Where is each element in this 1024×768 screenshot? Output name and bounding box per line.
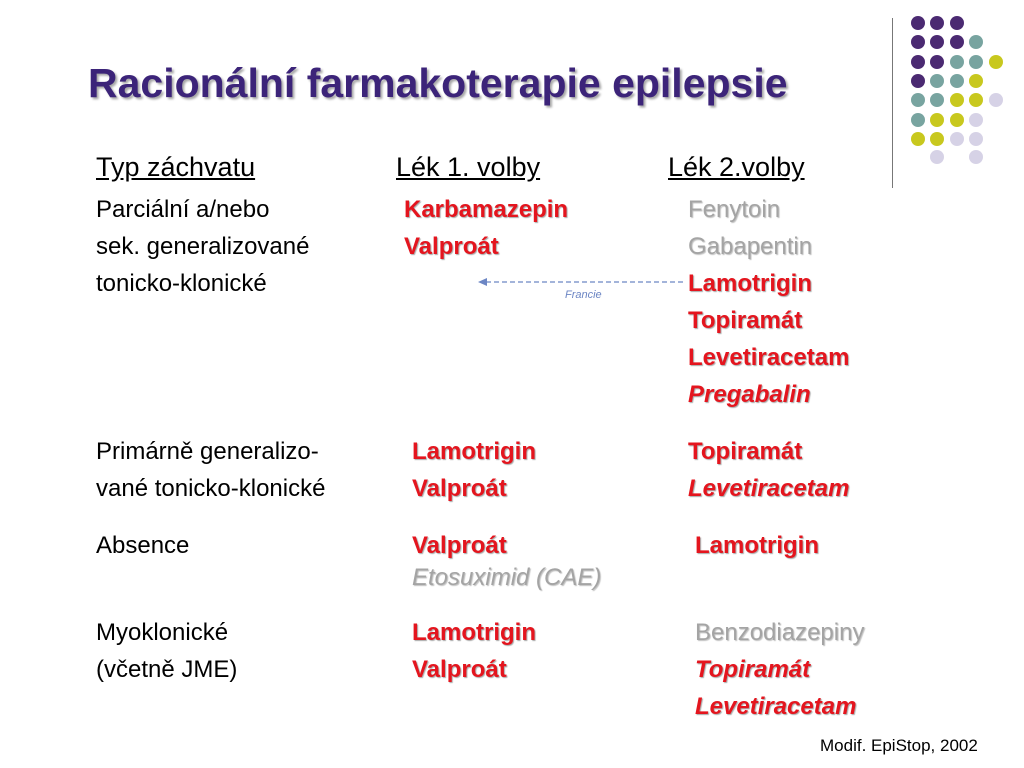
source-citation: Modif. EpiStop, 2002 [820,736,978,755]
dot-teal [950,55,964,69]
header-second-line: Lék 2.volby [668,152,805,182]
seizure-type-line: tonicko-klonické [96,270,267,297]
dot-teal [930,93,944,107]
dashed-arrow [478,275,688,289]
second-line-drug: Gabapentin [688,233,813,260]
second-line-drug: Levetiracetam [688,344,850,371]
header-first-line: Lék 1. volby [396,152,541,182]
dot-teal [930,74,944,88]
seizure-type-line: Myoklonické [96,619,229,646]
dot-lilac [969,113,983,127]
dot-teal [950,74,964,88]
second-line-drug: Topiramát [688,307,803,334]
divider-line [892,18,893,188]
dot-olive [930,132,944,146]
second-line-drug: Pregabalin [688,381,811,408]
dot-olive [930,113,944,127]
dot-olive [969,74,983,88]
dot-lilac [969,132,983,146]
dot-olive [950,113,964,127]
first-line-drug: Valproát [412,475,507,502]
second-line-drug: Lamotrigin [688,270,812,297]
seizure-type-line: Absence [96,532,190,559]
second-line-drug: Lamotrigin [695,532,819,559]
first-line-drug: Lamotrigin [412,438,536,465]
dot-purple [911,55,925,69]
first-line-drug: Lamotrigin [412,619,536,646]
first-line-drug: Valproát [412,532,507,559]
dot-purple [950,35,964,49]
second-line-drug: Topiramát [688,438,803,465]
dot-purple [911,35,925,49]
dot-teal [969,35,983,49]
header-seizure-type: Typ záchvatu [96,152,256,182]
second-line-drug: Levetiracetam [688,475,850,502]
first-line-drug: Valproát [404,233,499,260]
dot-purple [930,16,944,30]
dot-purple [911,16,925,30]
dot-purple [911,74,925,88]
dot-purple [950,16,964,30]
dot-lilac [930,150,944,164]
first-line-drug: Valproát [412,656,507,683]
seizure-type-line: vané tonicko-klonické [96,475,326,502]
seizure-type-line: sek. generalizované [96,233,310,260]
dot-lilac [950,132,964,146]
first-line-drug: Etosuximid (CAE) [412,564,602,591]
dot-lilac [989,93,1003,107]
second-line-drug: Levetiracetam [695,693,857,720]
dot-lilac [969,150,983,164]
slide-title: Racionální farmakoterapie epilepsie [88,60,788,106]
dot-teal [911,113,925,127]
dot-teal [969,55,983,69]
dot-purple [930,35,944,49]
annotation-label: Francie [565,289,602,301]
seizure-type-line: Parciální a/nebo [96,196,270,223]
second-line-drug: Benzodiazepiny [695,619,865,646]
seizure-type-line: Primárně generalizo- [96,438,319,465]
dot-olive [969,93,983,107]
dot-purple [930,55,944,69]
second-line-drug: Fenytoin [688,196,781,223]
first-line-drug: Karbamazepin [404,196,569,223]
seizure-type-line: (včetně JME) [96,656,238,683]
dot-olive [911,132,925,146]
dot-olive [989,55,1003,69]
dot-olive [950,93,964,107]
dot-teal [911,93,925,107]
second-line-drug: Topiramát [695,656,811,683]
